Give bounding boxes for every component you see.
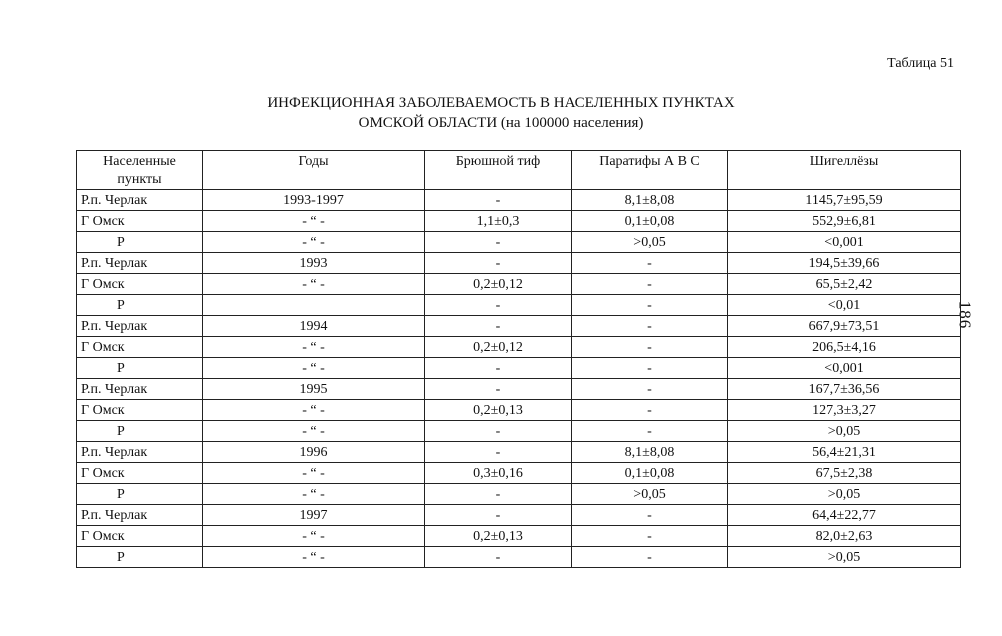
table-row [77, 484, 961, 505]
cell-typhoid: - [425, 232, 572, 253]
incidence-table [76, 150, 961, 568]
cell-typhoid: - [425, 358, 572, 379]
table-row [77, 442, 961, 463]
cell-year: - “ - [203, 421, 425, 442]
cell-typhoid: 0,2±0,13 [425, 400, 572, 421]
cell-year: - “ - [203, 358, 425, 379]
table-row [77, 463, 961, 484]
table-row [77, 358, 961, 379]
table-header-row [77, 151, 961, 190]
cell-typhoid: 0,3±0,16 [425, 463, 572, 484]
document-title [0, 93, 1002, 133]
cell-typhoid: - [425, 190, 572, 211]
cell-shigellosis: >0,05 [728, 484, 961, 505]
cell-shigellosis: 67,5±2,38 [728, 463, 961, 484]
cell-paratyphoid: 8,1±8,08 [572, 190, 728, 211]
cell-year: - “ - [203, 337, 425, 358]
table-row [77, 526, 961, 547]
header-typhoid: Брюшной тиф [425, 151, 572, 190]
cell-year: 1996 [203, 442, 425, 463]
cell-typhoid: - [425, 316, 572, 337]
cell-place: Г Омск [77, 463, 203, 484]
cell-place: Р [77, 358, 203, 379]
cell-shigellosis: 552,9±6,81 [728, 211, 961, 232]
cell-paratyphoid: - [572, 421, 728, 442]
header-place: Населенные пункты [77, 151, 203, 190]
cell-place: Р.п. Черлак [77, 379, 203, 400]
title-line-2: ОМСКОЙ ОБЛАСТИ (на 100000 населения) [358, 115, 644, 131]
cell-place: Р.п. Черлак [77, 442, 203, 463]
cell-year: 1995 [203, 379, 425, 400]
cell-year: 1997 [203, 505, 425, 526]
cell-shigellosis: 667,9±73,51 [728, 316, 961, 337]
cell-typhoid: - [425, 547, 572, 568]
cell-typhoid: - [425, 484, 572, 505]
cell-paratyphoid: - [572, 337, 728, 358]
cell-year: 1993 [203, 253, 425, 274]
cell-place: Г Омск [77, 400, 203, 421]
cell-typhoid: 0,2±0,12 [425, 274, 572, 295]
cell-year: - “ - [203, 400, 425, 421]
cell-place: Р.п. Черлак [77, 316, 203, 337]
cell-shigellosis: 1145,7±95,59 [728, 190, 961, 211]
cell-place: Г Омск [77, 211, 203, 232]
cell-paratyphoid: - [572, 400, 728, 421]
cell-typhoid: - [425, 442, 572, 463]
header-paratyphoid: Паратифы А В С [572, 151, 728, 190]
cell-paratyphoid: - [572, 274, 728, 295]
table-row [77, 547, 961, 568]
cell-year: - “ - [203, 547, 425, 568]
cell-typhoid: - [425, 379, 572, 400]
header-years: Годы [203, 151, 425, 190]
table-row [77, 253, 961, 274]
table-row [77, 316, 961, 337]
cell-place: Г Омск [77, 337, 203, 358]
cell-shigellosis: >0,05 [728, 547, 961, 568]
cell-shigellosis: <0,001 [728, 232, 961, 253]
cell-paratyphoid: - [572, 316, 728, 337]
cell-year: - “ - [203, 232, 425, 253]
cell-paratyphoid: 0,1±0,08 [572, 211, 728, 232]
table-row [77, 379, 961, 400]
table-row [77, 505, 961, 526]
cell-paratyphoid: - [572, 379, 728, 400]
table-row [77, 232, 961, 253]
table-row [77, 400, 961, 421]
cell-paratyphoid: >0,05 [572, 232, 728, 253]
cell-place: Г Омск [77, 526, 203, 547]
cell-shigellosis: 206,5±4,16 [728, 337, 961, 358]
cell-year: 1994 [203, 316, 425, 337]
cell-place: Р.п. Черлак [77, 253, 203, 274]
cell-year [203, 295, 425, 316]
cell-shigellosis: 167,7±36,56 [728, 379, 961, 400]
cell-shigellosis: 56,4±21,31 [728, 442, 961, 463]
cell-typhoid: - [425, 253, 572, 274]
cell-paratyphoid: - [572, 295, 728, 316]
cell-place: Р.п. Черлак [77, 190, 203, 211]
cell-paratyphoid: 8,1±8,08 [572, 442, 728, 463]
cell-shigellosis: >0,05 [728, 421, 961, 442]
table-row [77, 274, 961, 295]
cell-shigellosis: <0,001 [728, 358, 961, 379]
table-row [77, 190, 961, 211]
cell-place: Г Омск [77, 274, 203, 295]
table-row [77, 421, 961, 442]
cell-place: Р [77, 295, 203, 316]
cell-year: - “ - [203, 211, 425, 232]
cell-typhoid: 0,2±0,13 [425, 526, 572, 547]
cell-shigellosis: 127,3±3,27 [728, 400, 961, 421]
side-page-number: 186 [955, 300, 975, 330]
cell-typhoid: 1,1±0,3 [425, 211, 572, 232]
cell-year: 1993-1997 [203, 190, 425, 211]
table-row [77, 337, 961, 358]
cell-place: Р [77, 421, 203, 442]
cell-paratyphoid: - [572, 547, 728, 568]
table-number-label: Таблица 51 [887, 56, 954, 71]
cell-year: - “ - [203, 526, 425, 547]
cell-paratyphoid: - [572, 505, 728, 526]
cell-shigellosis: <0,01 [728, 295, 961, 316]
cell-typhoid: - [425, 421, 572, 442]
cell-paratyphoid: - [572, 253, 728, 274]
title-line-1: ИНФЕКЦИОННАЯ ЗАБОЛЕВАЕМОСТЬ В НАСЕЛЕННЫХ ПУНКТАХ [267, 95, 735, 111]
cell-shigellosis: 194,5±39,66 [728, 253, 961, 274]
cell-shigellosis: 82,0±2,63 [728, 526, 961, 547]
cell-paratyphoid: - [572, 526, 728, 547]
cell-typhoid: - [425, 295, 572, 316]
cell-place: Р.п. Черлак [77, 505, 203, 526]
cell-typhoid: - [425, 505, 572, 526]
cell-shigellosis: 65,5±2,42 [728, 274, 961, 295]
cell-year: - “ - [203, 484, 425, 505]
cell-place: Р [77, 484, 203, 505]
cell-year: - “ - [203, 274, 425, 295]
cell-typhoid: 0,2±0,12 [425, 337, 572, 358]
cell-year: - “ - [203, 463, 425, 484]
cell-place: Р [77, 232, 203, 253]
cell-place: Р [77, 547, 203, 568]
cell-paratyphoid: 0,1±0,08 [572, 463, 728, 484]
cell-paratyphoid: >0,05 [572, 484, 728, 505]
cell-shigellosis: 64,4±22,77 [728, 505, 961, 526]
table-row [77, 211, 961, 232]
table-body [77, 190, 961, 568]
table-row [77, 295, 961, 316]
cell-paratyphoid: - [572, 358, 728, 379]
header-shigellosis: Шигеллёзы [728, 151, 961, 190]
